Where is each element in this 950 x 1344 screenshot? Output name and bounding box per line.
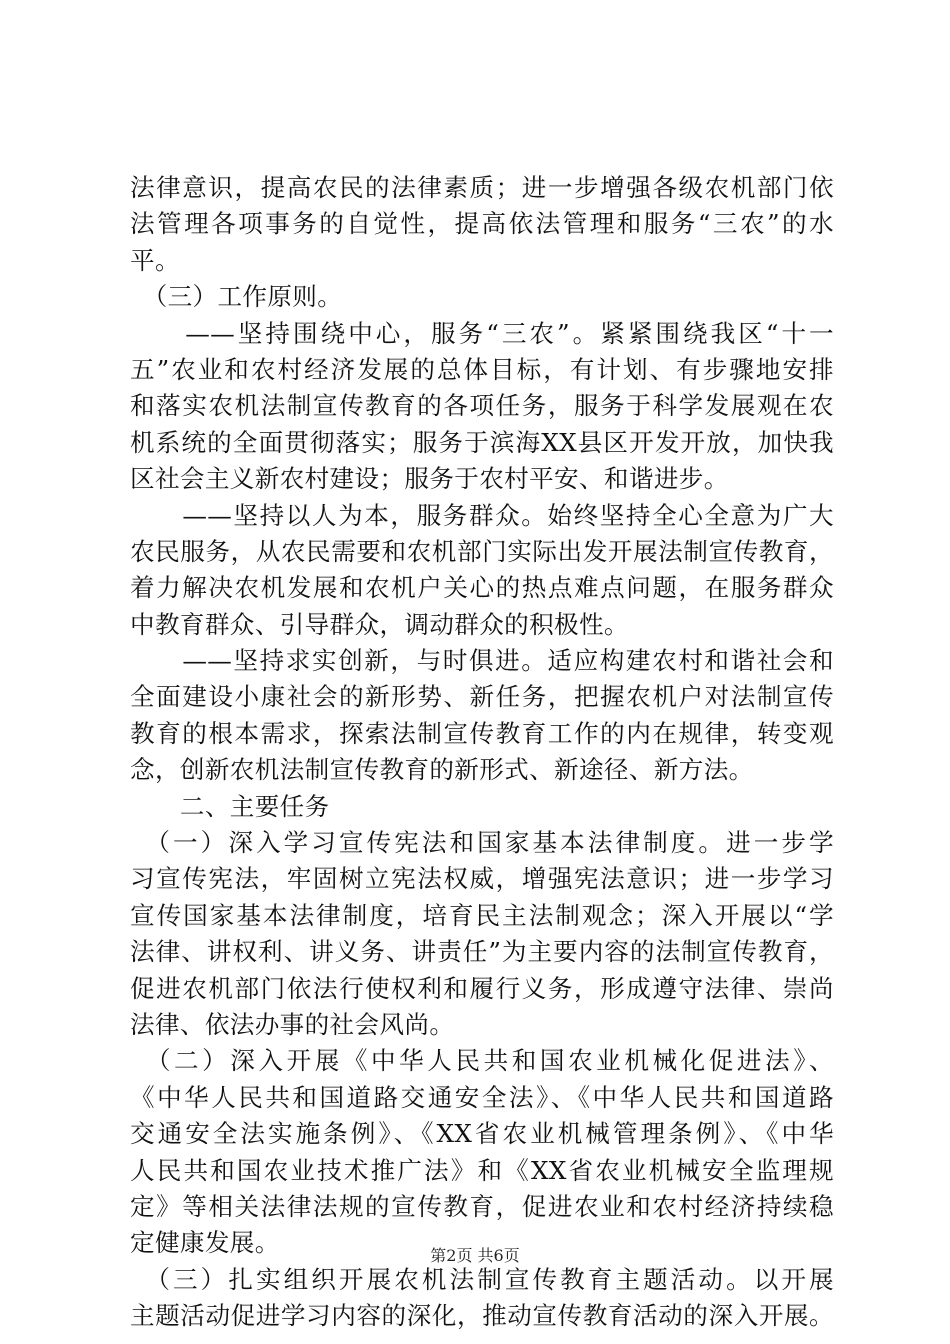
text-line: 定》等相关法律法规的宣传教育，促进农业和农村经济持续稳 (130, 1191, 834, 1221)
text-line: 农民服务，从农民需要和农机部门实际出发开展法制宣传教育， (130, 536, 834, 566)
text-line: 促进农机部门依法行使权利和履行义务，形成遵守法律、崇尚 (130, 973, 834, 1003)
text-line: 法管理各项事务的自觉性，提高依法管理和服务“三农”的水 (130, 209, 834, 239)
page-number-label: 第2页 共6页 (430, 1246, 520, 1265)
text-line: （三）扎实组织开展农机法制宣传教育主题活动。以开展 (130, 1264, 834, 1294)
text-line: 交通安全法实施条例》、《XX省农业机械管理条例》、《中华 (130, 1119, 834, 1149)
text-line: 宣传国家基本法律制度，培育民主法制观念；深入开展以“学 (130, 900, 834, 930)
document-body (130, 170, 834, 1335)
text-line: 习宣传宪法，牢固树立宪法权威，增强宪法意识；进一步学习 (130, 864, 834, 894)
text-line: 着力解决农机发展和农机户关心的热点难点问题，在服务群众 (130, 573, 834, 603)
text-line: 机系统的全面贯彻落实；服务于滨海XX县区开发开放，加快我 (130, 427, 834, 457)
text-line: 法律意识，提高农民的法律素质；进一步增强各级农机部门依 (130, 173, 834, 202)
text-line: 五”农业和农村经济发展的总体目标，有计划、有步骤地安排 (130, 354, 834, 384)
text-line: ——坚持围绕中心，服务“三农”。紧紧围绕我区“十一 (130, 318, 834, 348)
text-line: ——坚持求实创新，与时俱进。适应构建农村和谐社会和 (130, 646, 834, 676)
text-line: ——坚持以人为本，服务群众。始终坚持全心全意为广大 (130, 500, 834, 530)
text-line: 人民共和国农业技术推广法》和《XX省农业机械安全监理规 (130, 1155, 834, 1185)
text-line: （二）深入开展《中华人民共和国农业机械化促进法》、 (130, 1046, 834, 1076)
text-line: 平。 (130, 245, 180, 275)
text-line: 主题活动促进学习内容的深化，推动宣传教育活动的深入开展。 (130, 1301, 834, 1331)
text-line: 区社会主义新农村建设；服务于农村平安、和谐进步。 (130, 464, 729, 494)
text-line: 《中华人民共和国道路交通安全法》、《中华人民共和国道路 (130, 1082, 834, 1112)
text-line: 二、主要任务 (130, 791, 330, 821)
page-footer (0, 1243, 950, 1266)
text-line: 全面建设小康社会的新形势、新任务，把握农机户对法制宣传 (130, 682, 834, 712)
text-line: 教育的根本需求，探索法制宣传教育工作的内在规律，转变观 (130, 718, 834, 748)
text-line: 和落实农机法制宣传教育的各项任务，服务于科学发展观在农 (130, 391, 834, 421)
text-line: 念，创新农机法制宣传教育的新形式、新途径、新方法。 (130, 755, 754, 785)
text-line: （三）工作原则。 (130, 282, 343, 312)
text-line: 定健康发展。 (130, 1228, 280, 1258)
text-line: 中教育群众、引导群众，调动群众的积极性。 (130, 609, 629, 639)
text-line: （一）深入学习宣传宪法和国家基本法律制度。进一步学 (130, 828, 834, 858)
text-line: 法律、依法办事的社会风尚。 (130, 1009, 455, 1039)
text-line: 法律、讲权利、讲义务、讲责任”为主要内容的法制宣传教育， (130, 937, 834, 967)
